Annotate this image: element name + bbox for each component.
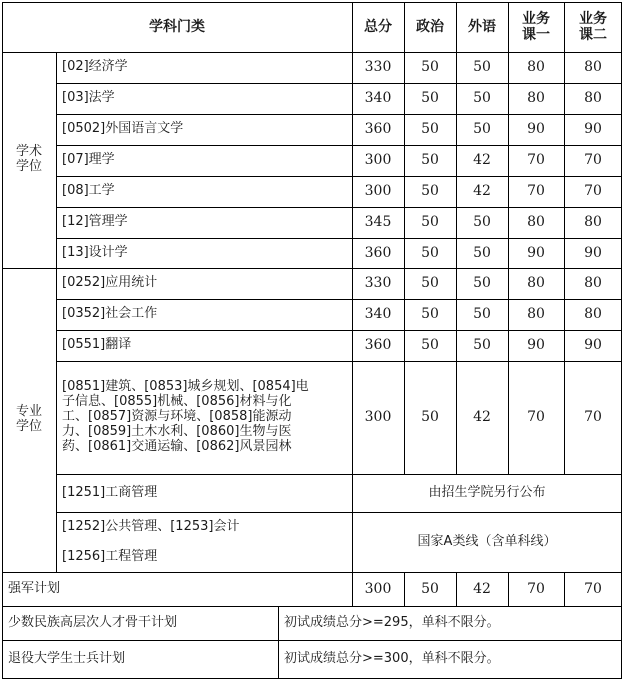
vline-course1-army bbox=[508, 572, 509, 606]
row-course2: 80 bbox=[584, 306, 602, 323]
row-course1: 80 bbox=[527, 59, 545, 76]
row-name: [13]设计学 bbox=[62, 244, 128, 260]
row-politics: 50 bbox=[421, 121, 439, 138]
row-course1: 90 bbox=[527, 337, 545, 354]
row-politics: 50 bbox=[421, 183, 439, 200]
row-course1: 80 bbox=[527, 214, 545, 231]
group-professional-line1: 专业 bbox=[15, 404, 42, 420]
row-course1: 70 bbox=[527, 183, 545, 200]
row-language: 50 bbox=[473, 306, 491, 323]
army-course2: 70 bbox=[584, 580, 602, 597]
row-language: 50 bbox=[473, 59, 491, 76]
row-name: [0252]应用统计 bbox=[62, 275, 158, 291]
row-politics: 50 bbox=[421, 244, 439, 261]
header-politics: 政治 bbox=[416, 18, 444, 35]
row-course1: 90 bbox=[527, 244, 545, 261]
row-politics: 50 bbox=[421, 337, 439, 354]
border-bottom bbox=[2, 678, 622, 679]
row-total: 340 bbox=[364, 90, 392, 107]
row-total: 360 bbox=[364, 337, 392, 354]
row-language: 50 bbox=[473, 337, 491, 354]
hline-row bbox=[56, 361, 622, 362]
header-course1-line2: 课一 bbox=[522, 27, 550, 43]
row-name: [0352]社会工作 bbox=[62, 306, 158, 322]
row-politics: 50 bbox=[421, 59, 439, 76]
mba-note: 由招生学院另行公布 bbox=[428, 484, 546, 500]
row-course2: 70 bbox=[584, 152, 602, 169]
row-language: 50 bbox=[473, 121, 491, 138]
row-course2: 90 bbox=[584, 337, 602, 354]
row-course1: 70 bbox=[527, 152, 545, 169]
row-course2: 90 bbox=[584, 121, 602, 138]
header-language: 外语 bbox=[468, 18, 496, 35]
row-course1: 80 bbox=[527, 90, 545, 107]
mpa-name bbox=[56, 512, 352, 572]
engineering-politics: 50 bbox=[421, 409, 439, 426]
engineering-language: 42 bbox=[473, 409, 491, 426]
veteran-name: 退役大学生士兵计划 bbox=[8, 650, 126, 666]
engineering-total: 300 bbox=[364, 409, 392, 426]
row-total: 360 bbox=[364, 121, 392, 138]
hline-row bbox=[56, 145, 622, 146]
row-course1: 80 bbox=[527, 306, 545, 323]
mpa-line2: [1256]工程管理 bbox=[62, 548, 158, 564]
row-politics: 50 bbox=[421, 152, 439, 169]
army-language: 42 bbox=[473, 580, 491, 597]
row-course2: 80 bbox=[584, 214, 602, 231]
row-course2: 70 bbox=[584, 183, 602, 200]
hline-row bbox=[56, 299, 622, 300]
row-total: 360 bbox=[364, 244, 392, 261]
row-name: [0551]翻译 bbox=[62, 337, 132, 353]
header-course2-line1: 业务 bbox=[579, 10, 607, 27]
row-name: [12]管理学 bbox=[62, 214, 128, 230]
hline-minority bbox=[2, 606, 622, 607]
header-course2 bbox=[564, 2, 622, 52]
minority-note: 初试成绩总分>=295，单科不限分。 bbox=[284, 614, 500, 630]
vline-total bbox=[352, 2, 353, 606]
hline-row bbox=[56, 114, 622, 115]
header-category: 学科门类 bbox=[149, 18, 205, 35]
group-professional bbox=[2, 268, 56, 572]
mpa-note: 国家A类线（含单科线） bbox=[417, 533, 557, 549]
hline-header bbox=[2, 52, 622, 53]
border-top bbox=[2, 2, 622, 3]
row-language: 50 bbox=[473, 214, 491, 231]
row-politics: 50 bbox=[421, 90, 439, 107]
vline-group bbox=[56, 52, 57, 572]
row-politics: 50 bbox=[421, 275, 439, 292]
army-course1: 70 bbox=[527, 580, 545, 597]
hline-row bbox=[56, 512, 622, 513]
row-language: 42 bbox=[473, 183, 491, 200]
vline-politics-army bbox=[404, 572, 405, 606]
row-name: [0502]外国语言文学 bbox=[62, 121, 184, 137]
row-course2: 80 bbox=[584, 90, 602, 107]
row-course1: 90 bbox=[527, 121, 545, 138]
engineering-line: [0851]建筑、[0853]城乡规划、[0854]电 bbox=[62, 379, 309, 395]
hline-row bbox=[56, 207, 622, 208]
vline-language-army bbox=[456, 572, 457, 606]
engineering-name bbox=[56, 361, 352, 474]
row-language: 50 bbox=[473, 90, 491, 107]
engineering-line: 药、[0861]交通运输、[0862]风景园林 bbox=[62, 438, 292, 454]
row-total: 345 bbox=[364, 214, 392, 231]
row-politics: 50 bbox=[421, 306, 439, 323]
row-course2: 80 bbox=[584, 275, 602, 292]
minority-name: 少数民族高层次人才骨干计划 bbox=[8, 614, 178, 630]
army-politics: 50 bbox=[421, 580, 439, 597]
row-total: 300 bbox=[364, 152, 392, 169]
row-total: 300 bbox=[364, 183, 392, 200]
row-language: 50 bbox=[473, 275, 491, 292]
group-academic bbox=[2, 52, 56, 268]
row-total: 330 bbox=[364, 275, 392, 292]
hline-group-split bbox=[2, 268, 622, 269]
army-total: 300 bbox=[364, 580, 392, 597]
hline-army bbox=[2, 572, 622, 573]
vline-course2-army bbox=[564, 572, 565, 606]
hline-veteran bbox=[2, 640, 622, 641]
header-total: 总分 bbox=[364, 18, 392, 35]
hline-row bbox=[56, 474, 622, 475]
row-course1: 80 bbox=[527, 275, 545, 292]
army-name: 强军计划 bbox=[8, 580, 61, 596]
border-right bbox=[621, 2, 622, 678]
row-course2: 90 bbox=[584, 244, 602, 261]
engineering-course2: 70 bbox=[584, 409, 602, 426]
hline-row bbox=[56, 238, 622, 239]
row-name: [07]理学 bbox=[62, 152, 115, 168]
row-name: [03]法学 bbox=[62, 90, 115, 106]
mpa-line1: [1252]公共管理、[1253]会计 bbox=[62, 518, 240, 534]
group-professional-line2: 学位 bbox=[15, 419, 42, 434]
hline-row bbox=[56, 176, 622, 177]
hline-row bbox=[56, 330, 622, 331]
hline-row bbox=[56, 83, 622, 84]
vline-bottom-split bbox=[278, 606, 279, 678]
header-course1 bbox=[508, 2, 564, 52]
row-language: 42 bbox=[473, 152, 491, 169]
row-name: [02]经济学 bbox=[62, 59, 128, 75]
engineering-course1: 70 bbox=[527, 409, 545, 426]
row-politics: 50 bbox=[421, 214, 439, 231]
group-academic-line1: 学术 bbox=[15, 144, 42, 160]
border-left bbox=[2, 2, 3, 678]
engineering-line: 工、[0857]资源与环境、[0858]能源动 bbox=[62, 409, 292, 425]
group-academic-line2: 学位 bbox=[15, 159, 42, 174]
row-course2: 80 bbox=[584, 59, 602, 76]
row-total: 330 bbox=[364, 59, 392, 76]
header-course1-line1: 业务 bbox=[522, 10, 550, 27]
header-course2-line2: 课二 bbox=[579, 27, 607, 43]
mba-name: [1251]工商管理 bbox=[62, 484, 158, 500]
row-total: 340 bbox=[364, 306, 392, 323]
veteran-note: 初试成绩总分>=300，单科不限分。 bbox=[284, 650, 500, 666]
engineering-line: 子信息、[0855]机械、[0856]材料与化 bbox=[62, 394, 292, 410]
engineering-line: 力、[0859]土木水利、[0860]生物与医 bbox=[62, 423, 292, 439]
row-language: 50 bbox=[473, 244, 491, 261]
row-name: [08]工学 bbox=[62, 183, 115, 199]
